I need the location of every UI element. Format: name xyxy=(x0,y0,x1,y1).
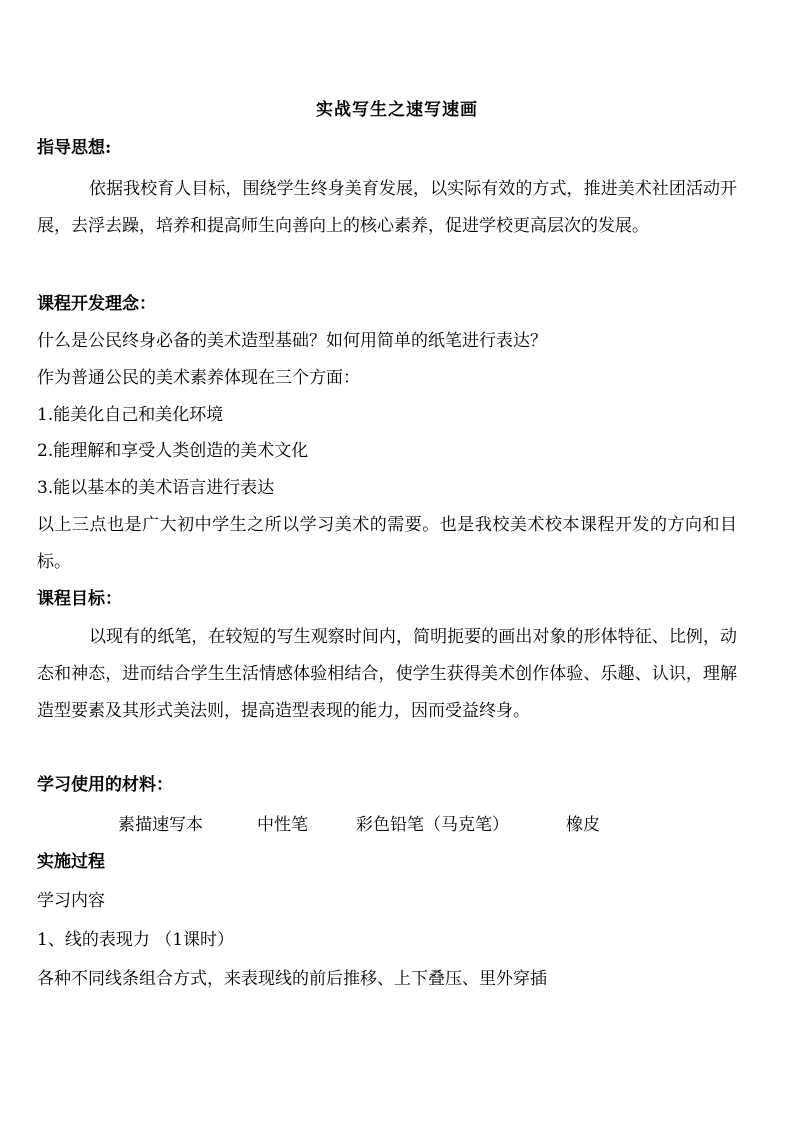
concept-heading: 课程开发理念： xyxy=(37,294,156,314)
concept-list-item: 2.能理解和享受人类创造的美术文化 xyxy=(37,441,309,461)
lesson-1-title: 1、线的表现力 （1课时） xyxy=(37,930,235,950)
material-item: 素描速写本 xyxy=(118,815,203,835)
concept-list-item: 3.能以基本的美术语言进行表达 xyxy=(37,478,275,498)
concept-line: 什么是公民终身必备的美术造型基础？如何用简单的纸笔进行表达？ xyxy=(37,331,547,351)
concept-line: 作为普通公民的美术素养体现在三个方面： xyxy=(37,368,360,388)
material-item: 中性笔 xyxy=(257,815,308,835)
guiding-heading: 指导思想: xyxy=(37,138,112,158)
materials-heading: 学习使用的材料： xyxy=(37,775,173,795)
material-item: 彩色铅笔（马克笔） xyxy=(356,815,509,835)
goals-heading: 课程目标： xyxy=(37,589,122,609)
process-heading: 实施过程 xyxy=(37,852,105,872)
document-title: 实战写生之速写速画 xyxy=(316,100,478,120)
lesson-1-description: 各种不同线条组合方式，来表现线的前后推移、上下叠压、里外穿插 xyxy=(37,969,547,989)
guiding-body: 依据我校育人目标，围绕学生终身美育发展，以实际有效的方式，推进美术社团活动开展，去浮去躁，培养和提高师生向善向上的核心素养，促进学校更高层次的发展。 xyxy=(37,179,737,236)
process-content-label: 学习内容 xyxy=(37,891,105,911)
concept-closing: 以上三点也是广大初中学生之所以学习美术的需要。也是我校美术校本课程开发的方向和目标。 xyxy=(37,515,737,572)
concept-list-item: 1.能美化自己和美化环境 xyxy=(37,405,224,425)
goals-body: 以现有的纸笔，在较短的写生观察时间内，简明扼要的画出对象的形体特征、比例，动态和神态，进而结合学生生活情感体验相结合，使学生获得美术创作体验、乐趣、认识，理解造型要素及其形式美法则，提高造型表现的能力，因而受益终身。 xyxy=(37,627,737,721)
material-item: 橡皮 xyxy=(566,815,600,835)
